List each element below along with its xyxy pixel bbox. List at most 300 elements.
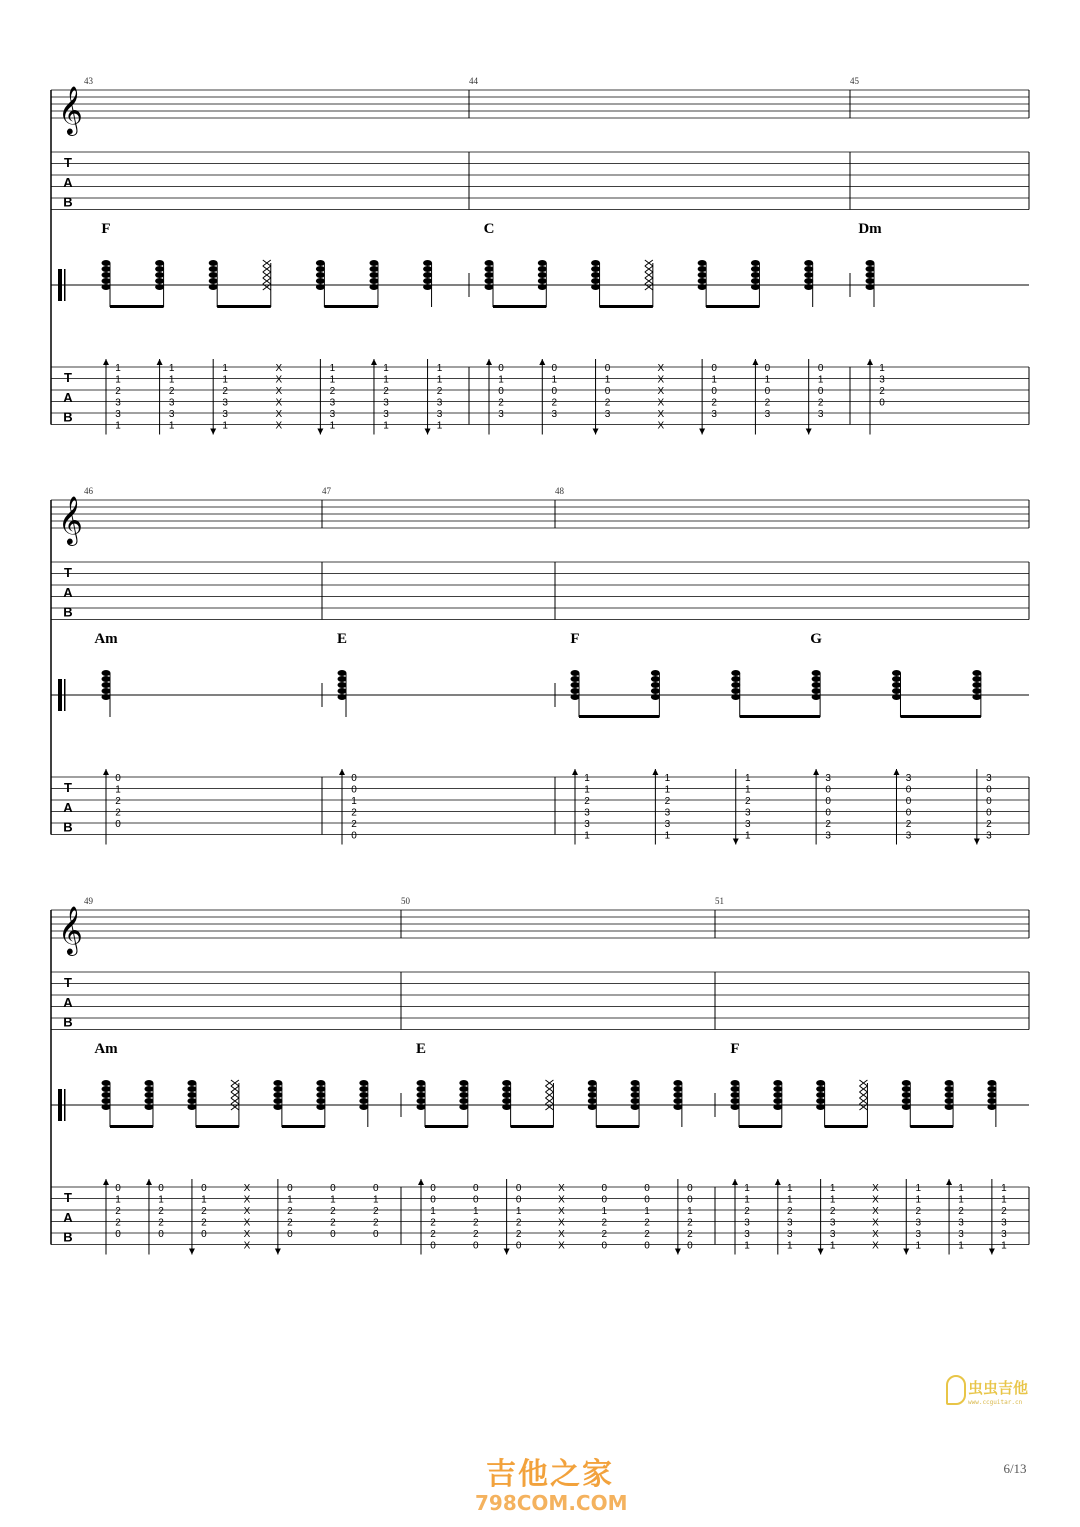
- note-head: [538, 272, 547, 278]
- tab-fret-number: 0: [711, 363, 717, 374]
- tab-fret-number: 0: [879, 397, 885, 409]
- alto-clef-icon: [58, 269, 62, 301]
- note-head: [459, 1086, 468, 1092]
- tab-fret-number: 2: [473, 1217, 479, 1229]
- tab-fret-number: 3: [986, 830, 992, 842]
- tab-fret-number: 1: [436, 363, 443, 374]
- chord-name: F: [570, 631, 580, 647]
- tab-fret-number: 0: [201, 1183, 207, 1194]
- note-head: [459, 1080, 468, 1086]
- tab-fret-number: 2: [905, 819, 912, 830]
- chord-cluster: [571, 670, 580, 717]
- strum-up-arrow-icon: [539, 359, 545, 365]
- note-head: [651, 670, 660, 676]
- tab-fret-number: 1: [168, 374, 175, 386]
- note-head: [538, 260, 547, 266]
- tab-fret-number: 3: [817, 409, 824, 420]
- note-head: [316, 272, 325, 278]
- note-head: [812, 676, 821, 682]
- chord-cluster: [812, 670, 821, 717]
- tab-fret-number: 0: [711, 386, 717, 397]
- tab-fret-number: X: [275, 409, 283, 420]
- note-head: [816, 1092, 825, 1098]
- tab-fret-number: 2: [329, 386, 336, 397]
- tab-clef-letter: A: [63, 584, 73, 600]
- note-head: [485, 266, 494, 272]
- note-head: [945, 1092, 954, 1098]
- note-head: [369, 278, 378, 284]
- tab-fret-number: 0: [644, 1183, 650, 1194]
- tab-fret-number: 0: [430, 1194, 436, 1206]
- strum-down-arrow-icon: [675, 1249, 681, 1255]
- tab-fret-number: 0: [473, 1183, 479, 1194]
- strum-down-arrow-icon: [974, 839, 980, 845]
- tab-fret-number: 0: [817, 386, 824, 397]
- tab-fret-number: 3: [905, 830, 912, 842]
- note-head: [588, 1080, 597, 1086]
- tab-fret-number: 1: [584, 784, 590, 796]
- chord-cluster: [538, 260, 547, 307]
- strum-down-arrow-icon: [903, 1249, 909, 1255]
- note-beam: [493, 305, 546, 308]
- note-head: [155, 284, 164, 290]
- tab-fret-number: 0: [825, 796, 831, 807]
- note-head: [485, 260, 494, 266]
- note-head: [502, 1098, 511, 1104]
- muted-note-icon: [645, 278, 653, 284]
- chord-cluster: [816, 1080, 825, 1127]
- tab-fret-number: 2: [373, 1206, 379, 1217]
- logo-name: 虫虫吉他: [968, 1379, 1029, 1397]
- tab-fret-number: 2: [330, 1217, 336, 1229]
- note-head: [369, 284, 378, 290]
- muted-note-icon: [263, 278, 271, 284]
- tab-fret-number: 3: [498, 409, 504, 420]
- note-head: [102, 272, 111, 278]
- note-head: [502, 1080, 511, 1086]
- note-head: [209, 260, 218, 266]
- note-head: [417, 1092, 426, 1098]
- tab-fret-number: 0: [764, 386, 771, 397]
- note-head: [423, 278, 432, 284]
- muted-note-icon: [263, 272, 271, 278]
- note-head: [987, 1098, 996, 1104]
- note-head: [359, 1086, 368, 1092]
- note-head: [571, 694, 580, 700]
- note-head: [144, 1086, 153, 1092]
- note-head: [338, 694, 347, 700]
- note-head: [902, 1080, 911, 1086]
- tab-fret-number: 1: [1001, 1240, 1007, 1252]
- tab-fret-number: 0: [515, 1194, 522, 1206]
- chord-cluster: [102, 670, 111, 717]
- strum-up-arrow-icon: [867, 359, 873, 365]
- tab-fret-number: 3: [383, 409, 389, 420]
- note-head: [338, 688, 347, 694]
- tab-fret-number: 0: [905, 796, 912, 807]
- strum-up-arrow-icon: [157, 359, 163, 365]
- tab-fret-number: 0: [351, 773, 357, 784]
- note-head: [209, 272, 218, 278]
- tab-clef-letter: T: [64, 1190, 72, 1205]
- note-head: [571, 676, 580, 682]
- tab-fret-number: 2: [201, 1217, 207, 1229]
- tab-fret-number: 1: [168, 363, 175, 374]
- strum-up-arrow-icon: [893, 769, 899, 775]
- chord-cluster: [987, 1080, 996, 1127]
- tab-fret-number: 1: [383, 420, 389, 432]
- tab-fret-number: 3: [958, 1229, 964, 1240]
- tab-fret-number: 3: [879, 374, 885, 386]
- tab-fret-number: 2: [115, 1206, 121, 1217]
- tab-fret-number: 2: [764, 397, 771, 409]
- strum-down-arrow-icon: [425, 429, 431, 435]
- note-head: [273, 1104, 282, 1110]
- strum-down-arrow-icon: [733, 839, 739, 845]
- muted-note-icon: [645, 266, 653, 272]
- note-beam: [217, 305, 271, 308]
- tab-fret-number: 3: [711, 409, 717, 420]
- tab-fret-number: 1: [115, 784, 121, 796]
- chord-name: G: [810, 631, 822, 647]
- note-head: [273, 1098, 282, 1104]
- chord-cluster: [591, 260, 600, 307]
- note-head: [417, 1080, 426, 1086]
- tab-fret-number: 3: [825, 830, 831, 842]
- note-head: [187, 1086, 196, 1092]
- note-head: [731, 1098, 740, 1104]
- tab-clef-letter: B: [63, 1014, 73, 1030]
- strum-up-arrow-icon: [146, 1179, 152, 1185]
- note-head: [892, 676, 901, 682]
- tab-fret-number: 0: [351, 784, 357, 796]
- tab-fret-number: 1: [915, 1183, 922, 1194]
- note-head: [588, 1092, 597, 1098]
- note-head: [698, 266, 707, 272]
- note-head: [155, 272, 164, 278]
- note-head: [316, 1086, 325, 1092]
- note-head: [571, 670, 580, 676]
- tab-fret-number: 1: [829, 1240, 836, 1252]
- note-head: [731, 688, 740, 694]
- note-head: [902, 1086, 911, 1092]
- measure-number: 43: [84, 76, 93, 86]
- tab-fret-number: 1: [744, 830, 751, 842]
- chord-name: F: [101, 221, 111, 237]
- tab-fret-number: 1: [584, 830, 590, 842]
- tab-clef-letter: A: [63, 1209, 73, 1225]
- measure-number: 48: [555, 486, 564, 496]
- tab-fret-number: 3: [787, 1229, 793, 1240]
- strum-down-arrow-icon: [189, 1249, 195, 1255]
- chord-cluster: [588, 1080, 597, 1127]
- tab-fret-number: X: [872, 1194, 879, 1206]
- note-head: [459, 1098, 468, 1104]
- tab-fret-number: 3: [584, 807, 590, 819]
- tab-fret-number: 1: [644, 1206, 650, 1217]
- note-head: [359, 1104, 368, 1110]
- tab-fret-number: 1: [201, 1194, 207, 1206]
- note-head: [338, 670, 347, 676]
- chord-cluster: [892, 670, 901, 717]
- note-head: [673, 1098, 682, 1104]
- tab-fret-number: X: [657, 386, 665, 397]
- tab-fret-number: 0: [604, 363, 611, 374]
- note-head: [144, 1080, 153, 1086]
- note-head: [102, 284, 111, 290]
- tab-fret-number: 1: [115, 1194, 121, 1206]
- note-head: [673, 1104, 682, 1110]
- note-head: [571, 688, 580, 694]
- strum-down-arrow-icon: [317, 429, 323, 435]
- note-head: [751, 260, 760, 266]
- note-head: [698, 278, 707, 284]
- note-head: [209, 284, 218, 290]
- note-head: [866, 284, 875, 290]
- tab-fret-number: 0: [473, 1194, 479, 1206]
- tab-fret-number: 1: [383, 363, 389, 374]
- note-head: [773, 1080, 782, 1086]
- note-head: [698, 272, 707, 278]
- tab-fret-number: 2: [551, 397, 558, 409]
- chord-name: E: [415, 1041, 427, 1057]
- tab-clef-letter: B: [63, 1229, 73, 1245]
- tab-fret-number: 3: [744, 807, 751, 819]
- chord-cluster: [502, 1080, 511, 1127]
- chord-cluster: [773, 1080, 782, 1127]
- tab-fret-number: 3: [905, 773, 912, 784]
- tab-fret-number: 2: [498, 397, 504, 409]
- muted-note-icon: [231, 1098, 239, 1104]
- tab-fret-number: 3: [222, 409, 228, 420]
- tab-fret-number: 2: [515, 1217, 522, 1229]
- tab-fret-number: 0: [158, 1229, 164, 1240]
- note-head: [816, 1080, 825, 1086]
- note-head: [102, 1080, 111, 1086]
- tab-fret-number: 2: [515, 1229, 522, 1240]
- tab-fret-number: 0: [817, 363, 824, 374]
- tab-fret-number: 1: [351, 796, 357, 807]
- tab-fret-number: 0: [601, 1194, 608, 1206]
- treble-clef-icon: 𝄞: [58, 495, 83, 544]
- tab-fret-number: 3: [436, 409, 443, 420]
- tab-fret-number: 1: [222, 374, 228, 386]
- tab-fret-number: 2: [644, 1229, 650, 1240]
- tab-clef-letter: B: [63, 409, 73, 425]
- note-head: [812, 670, 821, 676]
- note-head: [892, 694, 901, 700]
- note-beam: [740, 715, 820, 718]
- tab-clef-letter: T: [64, 155, 72, 170]
- chord-cluster: [209, 260, 218, 307]
- strum-down-arrow-icon: [210, 429, 216, 435]
- tab-fret-number: 1: [787, 1183, 793, 1194]
- tab-clef-letter: T: [64, 975, 72, 990]
- note-head: [187, 1098, 196, 1104]
- note-head: [673, 1086, 682, 1092]
- strum-up-arrow-icon: [813, 769, 819, 775]
- tab-fret-number: X: [872, 1217, 879, 1229]
- strum-up-arrow-icon: [339, 769, 345, 775]
- strum-down-arrow-icon: [593, 429, 599, 435]
- note-head: [698, 284, 707, 290]
- tab-fret-number: 2: [430, 1217, 436, 1229]
- note-head: [273, 1086, 282, 1092]
- tab-fret-number: 0: [601, 1240, 608, 1252]
- tab-fret-number: 0: [764, 363, 771, 374]
- note-head: [359, 1092, 368, 1098]
- tab-fret-number: 1: [330, 1194, 336, 1206]
- note-head: [102, 260, 111, 266]
- muted-note-icon: [645, 260, 653, 266]
- note-head: [591, 278, 600, 284]
- tab-fret-number: 3: [829, 1217, 836, 1229]
- score-system: [51, 76, 1029, 435]
- note-head: [485, 272, 494, 278]
- tab-fret-number: 0: [115, 1229, 121, 1240]
- tab-fret-number: 2: [115, 386, 121, 397]
- note-head: [804, 278, 813, 284]
- measure-number: 44: [469, 76, 478, 86]
- tab-fret-number: 3: [986, 773, 992, 784]
- note-beam: [825, 1125, 868, 1128]
- muted-note-icon: [859, 1086, 867, 1092]
- tab-fret-number: 2: [787, 1206, 793, 1217]
- note-head: [502, 1104, 511, 1110]
- tab-fret-number: 0: [986, 796, 992, 807]
- note-head: [631, 1104, 640, 1110]
- tab-fret-number: 1: [222, 420, 228, 432]
- note-head: [892, 688, 901, 694]
- note-head: [945, 1104, 954, 1110]
- note-head: [751, 272, 760, 278]
- tab-fret-number: 0: [551, 386, 558, 397]
- tab-fret-number: 0: [687, 1183, 693, 1194]
- muted-note-icon: [545, 1098, 553, 1104]
- note-head: [316, 260, 325, 266]
- tab-fret-number: X: [275, 420, 283, 432]
- chord-cluster: [485, 260, 494, 307]
- note-head: [273, 1092, 282, 1098]
- note-head: [773, 1104, 782, 1110]
- tab-fret-number: 2: [115, 807, 121, 819]
- note-head: [588, 1098, 597, 1104]
- strum-up-arrow-icon: [103, 1179, 109, 1185]
- chord-cluster: [804, 260, 813, 307]
- tab-clef-letter: B: [63, 604, 73, 620]
- ccguitar-logo: [946, 1375, 1056, 1415]
- strum-up-arrow-icon: [371, 359, 377, 365]
- note-head: [987, 1104, 996, 1110]
- strum-up-arrow-icon: [652, 769, 658, 775]
- tab-fret-number: 0: [430, 1183, 436, 1194]
- note-beam: [324, 305, 378, 308]
- measure-number: 50: [401, 896, 410, 906]
- muted-note-icon: [645, 272, 653, 278]
- muted-note-icon: [859, 1098, 867, 1104]
- chord-cluster: [231, 1080, 239, 1127]
- note-head: [144, 1098, 153, 1104]
- note-head: [972, 688, 981, 694]
- note-head: [316, 278, 325, 284]
- note-head: [316, 1104, 325, 1110]
- watermark-site-name: 吉他之家: [486, 1457, 614, 1492]
- strum-up-arrow-icon: [732, 1179, 738, 1185]
- note-head: [423, 260, 432, 266]
- chord-cluster: [417, 1080, 426, 1127]
- chord-cluster: [144, 1080, 153, 1127]
- note-head: [731, 694, 740, 700]
- tab-fret-number: X: [243, 1217, 251, 1229]
- note-head: [571, 682, 580, 688]
- score-system: [51, 896, 1029, 1255]
- tab-fret-number: 3: [744, 819, 751, 830]
- note-head: [102, 1086, 111, 1092]
- tab-fret-number: X: [243, 1194, 251, 1206]
- tab-fret-number: 2: [351, 819, 357, 830]
- note-head: [102, 676, 111, 682]
- tab-fret-number: X: [275, 363, 283, 374]
- tab-fret-number: 2: [687, 1229, 693, 1240]
- tab-fret-number: 2: [825, 819, 831, 830]
- note-head: [155, 266, 164, 272]
- chord-cluster: [102, 1080, 111, 1127]
- tab-fret-number: 3: [787, 1217, 793, 1229]
- note-head: [731, 1080, 740, 1086]
- tab-fret-number: 1: [664, 773, 671, 784]
- note-head: [417, 1104, 426, 1110]
- note-head: [417, 1098, 426, 1104]
- note-head: [187, 1092, 196, 1098]
- tab-fret-number: 1: [664, 830, 671, 842]
- tab-fret-number: 2: [373, 1217, 379, 1229]
- chord-name: E: [336, 631, 348, 647]
- tab-clef-letter: A: [63, 174, 73, 190]
- tab-fret-number: 1: [498, 374, 504, 386]
- chord-cluster: [369, 260, 378, 307]
- tab-fret-number: 2: [430, 1229, 436, 1240]
- strum-down-arrow-icon: [806, 429, 812, 435]
- note-head: [538, 284, 547, 290]
- logo-url: www.ccguitar.cn: [968, 1399, 1023, 1406]
- tab-fret-number: 0: [473, 1240, 479, 1252]
- muted-note-icon: [545, 1080, 553, 1086]
- tab-fret-number: 2: [601, 1229, 608, 1240]
- tab-fret-number: 0: [825, 807, 831, 819]
- note-head: [972, 682, 981, 688]
- note-head: [187, 1104, 196, 1110]
- chord-name: Am: [94, 631, 118, 647]
- tab-fret-number: 1: [158, 1194, 164, 1206]
- note-head: [731, 1086, 740, 1092]
- tab-fret-number: 1: [664, 784, 671, 796]
- note-head: [651, 676, 660, 682]
- tab-fret-number: 1: [787, 1194, 793, 1206]
- muted-note-icon: [545, 1092, 553, 1098]
- tab-fret-number: 0: [430, 1240, 436, 1252]
- muted-note-icon: [859, 1080, 867, 1086]
- note-beam: [910, 1125, 953, 1128]
- treble-clef-icon: 𝄞: [58, 85, 83, 134]
- note-head: [987, 1092, 996, 1098]
- tab-fret-number: X: [558, 1229, 565, 1240]
- site-watermark: [475, 1457, 628, 1515]
- tab-fret-number: 1: [787, 1240, 793, 1252]
- note-head: [631, 1086, 640, 1092]
- note-head: [144, 1104, 153, 1110]
- note-head: [902, 1104, 911, 1110]
- tab-fret-number: 1: [958, 1194, 964, 1206]
